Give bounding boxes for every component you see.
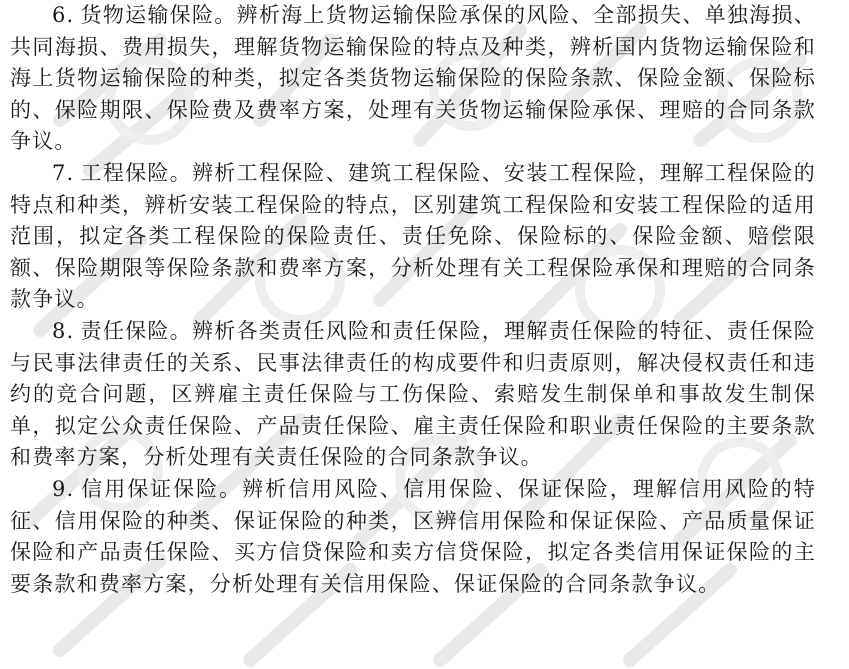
paragraph-6 [10, 0, 816, 158]
paragraph-7 [10, 158, 816, 316]
paragraph-text: 工程保险。辨析工程保险、建筑工程保险、安装工程保险，理解工程保险的特点和种类，辨析安装工程保险的特点，区别建筑工程保险和安装工程保险的适用范围，拟定各类工程保险的保险责任、责任免除、保险标的、保险金额、赔偿限额、保险期限等保险条款和费率方案，分析处理有关工程保险承保和理赔的合同条款争议。 [10, 160, 816, 312]
paragraph-number: 6. [52, 3, 75, 27]
paragraph-9 [10, 474, 816, 600]
paragraph-text: 信用保证保险。辨析信用风险、信用保险、保证保险，理解信用风险的特征、信用保险的种类、保证保险的种类，区辨信用保险和保证保险、产品质量保证保险和产品责任保险、买方信贷保险和卖方信贷保险，拟定各类信用保证保险的主要条款和费率方案，分析处理有关信用保险、保证保险的合同条款争议。 [10, 476, 816, 596]
paragraph-8 [10, 316, 816, 474]
paragraph-number: 7. [52, 160, 75, 185]
paragraph-text: 责任保险。辨析各类责任风险和责任保险，理解责任保险的特征、责任保险与民事法律责任的关系、民事法律责任的构成要件和归责原则，解决侵权责任和违约的竞合问题，区辨雇主责任保险与工伤保险、索赔发生制保单和事故发生制保单，拟定公众责任保险、产品责任保险、雇主责任保险和职业责任保险的主要条款和费率方案，分析处理有关责任保险的合同条款争议。 [10, 318, 816, 470]
paragraph-number: 9. [52, 476, 75, 501]
paragraph-text: 货物运输保险。辨析海上货物运输保险承保的风险、全部损失、单独海损、共同海损、费用损失，理解货物运输保险的特点及种类，辨析国内货物运输保险和海上货物运输保险的种类，拟定各类货物运输保险的保险条款、保险金额、保险标的、保险期限、保险费及费率方案，处理有关货物运输保险承保、理赔的合同条款争议。 [10, 3, 816, 154]
paragraph-number: 8. [52, 318, 75, 343]
